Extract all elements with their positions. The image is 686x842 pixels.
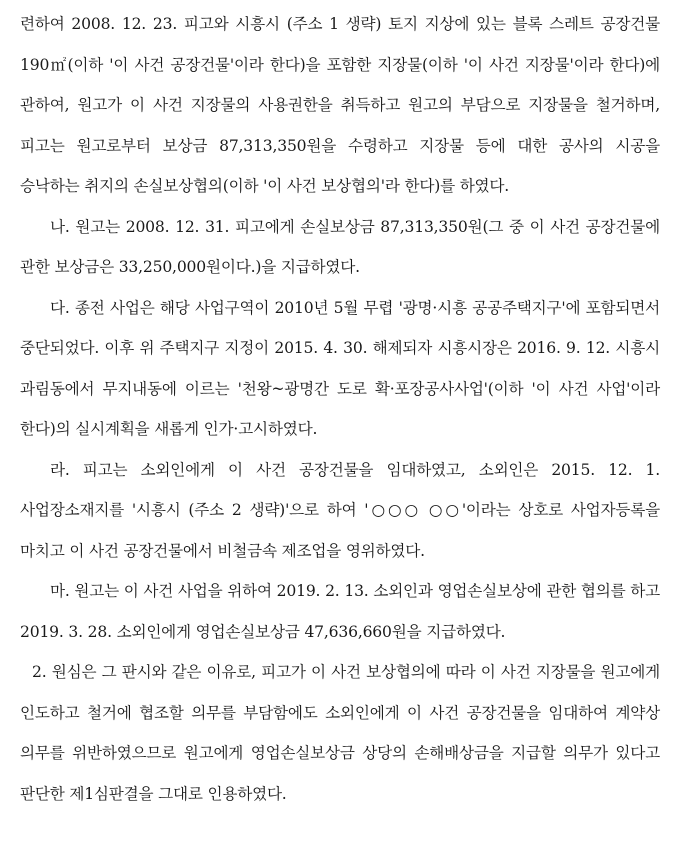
paragraph-na: 나. 원고는 2008. 12. 31. 피고에게 손실보상금 87,313,350원(그 중 이 사건 공장건물에 관한 보상금은 33,250,000원이다.)을 지급하였다. <box>20 217 660 276</box>
paragraph-2: 2. 원심은 그 판시와 같은 이유로, 피고가 이 사건 보상협의에 따라 이 사건 지장물을 원고에게 인도하고 철거에 협조할 의무를 부담함에도 소외인에게 이 사건 공장건물을 임대하여 계약상 의무를 위반하였으므로 원고에게 영업손실보상금 상당의 손해배상금을 지급할 의무가 있다고 판단한 제1심판결을 그대로 인용하였다. <box>20 663 660 803</box>
paragraph-da: 다. 종전 사업은 해당 사업구역이 2010년 5월 무렵 '광명·시흥 공공주택지구'에 포함되면서 중단되었다. 이후 위 주택지구 지정이 2015. 4. 30. 해제되자 시흥시장은 2016. 9. 12. 시흥시 과림동에서 무지내동에 이르는 '천왕~광명간 도로 확·포장공사사업'(이하 '이 사건 사업'이라 한다)의 실시계획을 새롭게 인가·고시하였다. <box>20 298 660 438</box>
paragraph-continuation: 련하여 2008. 12. 23. 피고와 시흥시 (주소 1 생략) 토지 지상에 있는 블록 스레트 공장건물 190㎡(이하 '이 사건 공장건물'이라 한다)을 포함한 지장물(이하 '이 사건 지장물'이라 한다)에 관하여, 원고가 이 사건 지장물의 사용권한을 취득하고 원고의 부담으로 지장물을 철거하며, 피고는 원고로부터 보상금 87,313,350원을 수령하고 지장물 등에 대한 공사의 시공을 승낙하는 취지의 손실보상협의(이하 '이 사건 보상협의'라 한다)를 하였다. <box>20 15 660 195</box>
paragraph-ra: 라. 피고는 소외인에게 이 사건 공장건물을 임대하였고, 소외인은 2015. 12. 1. 사업장소재지를 '시흥시 (주소 2 생략)'으로 하여 '○○○ ○○'이라는 상호로 사업자등록을 마치고 이 사건 공장건물에서 비철금속 제조업을 영위하였다. <box>20 460 660 560</box>
paragraph-ma: 마. 원고는 이 사건 사업을 위하여 2019. 2. 13. 소외인과 영업손실보상에 관한 협의를 하고 2019. 3. 28. 소외인에게 영업손실보상금 47,636,660원을 지급하였다. <box>20 582 660 641</box>
